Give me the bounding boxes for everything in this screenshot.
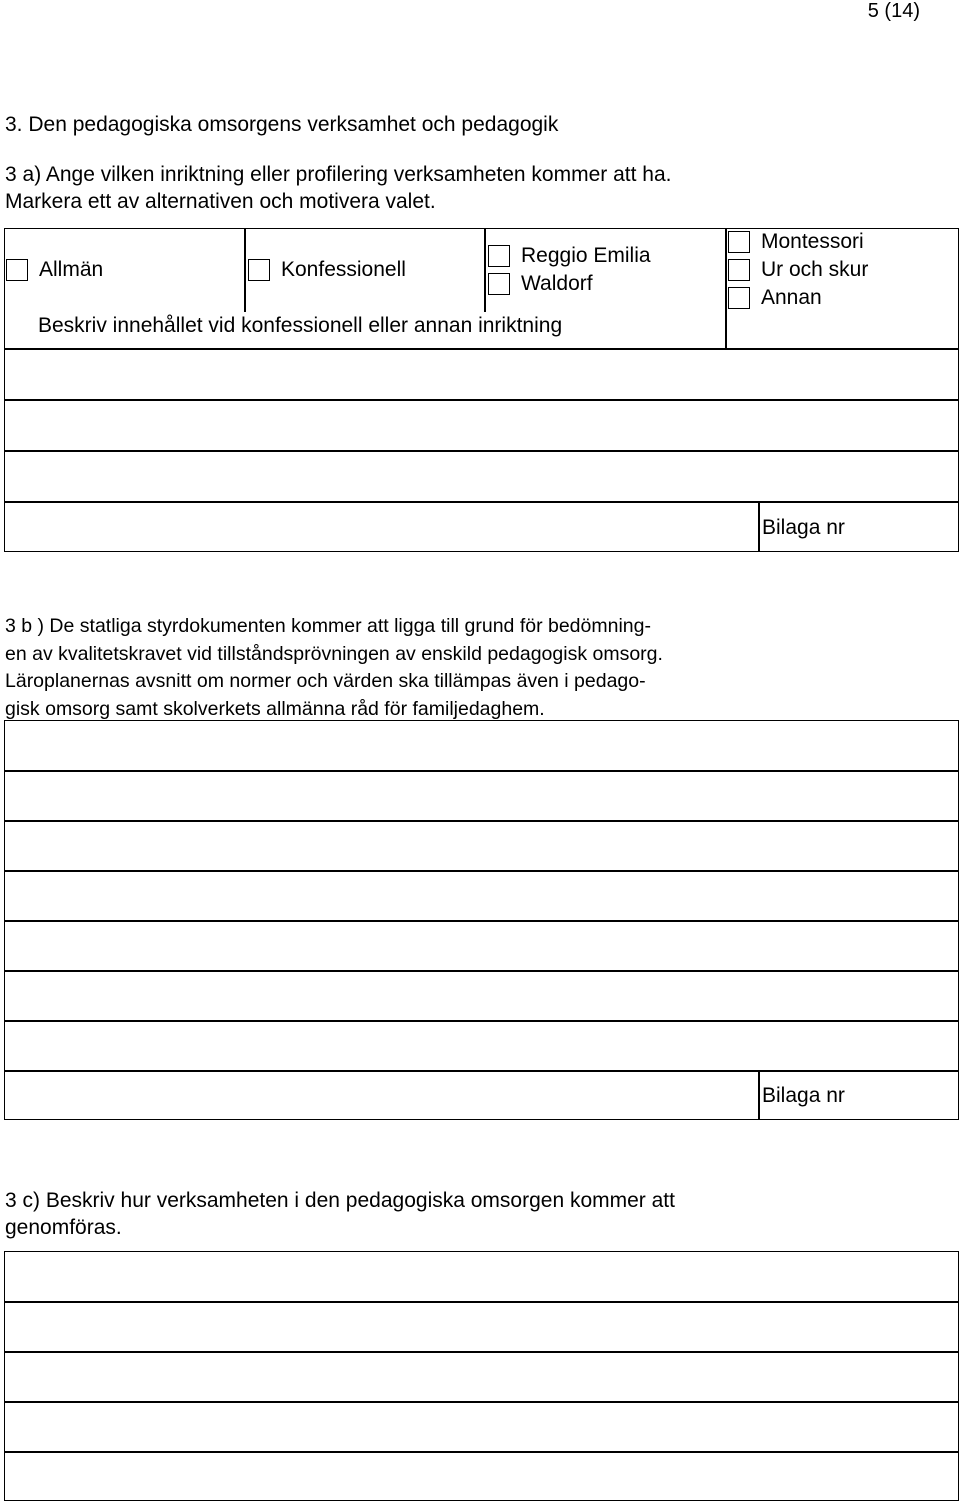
waldorf-checkbox[interactable] bbox=[488, 273, 510, 295]
answer-3c-row-3[interactable] bbox=[6, 1353, 957, 1400]
question-3c-line1: 3 c) Beskriv hur verksamheten i den pedagogiska omsorgen kommer att bbox=[5, 1189, 675, 1212]
answer-form-3b bbox=[4, 720, 959, 1120]
annan-label: Annan bbox=[761, 286, 822, 309]
answer-3b-row-7[interactable] bbox=[6, 1022, 957, 1069]
answer-3a-row-4[interactable] bbox=[6, 503, 756, 550]
answer-3c-row-1[interactable] bbox=[6, 1253, 957, 1300]
question-3b-line3: Läroplanernas avsnitt om normer och värden ska tillämpas även i pedago- bbox=[5, 670, 646, 692]
allman-label: Allmän bbox=[39, 258, 104, 281]
question-3a-line2: Markera ett av alternativen och motivera valet. bbox=[5, 190, 436, 213]
ur-och-skur-label: Ur och skur bbox=[761, 258, 869, 281]
answer-3a-row-1[interactable] bbox=[6, 350, 957, 398]
question-3b-line1: 3 b ) De statliga styrdokumenten kommer att ligga till grund för bedömning- bbox=[5, 615, 651, 637]
option-montessori[interactable] bbox=[728, 228, 864, 256]
answer-3c-row-2[interactable] bbox=[6, 1303, 957, 1350]
answer-form-3c bbox=[4, 1251, 959, 1501]
allman-checkbox[interactable] bbox=[6, 259, 28, 281]
reggio-emilia-checkbox[interactable] bbox=[488, 245, 510, 267]
option-konfessionell[interactable] bbox=[248, 256, 406, 284]
attachment-number-3a-field[interactable] bbox=[874, 503, 957, 550]
konfessionell-checkbox[interactable] bbox=[248, 259, 270, 281]
answer-3c-row-4[interactable] bbox=[6, 1403, 957, 1450]
answer-3a-row-3[interactable] bbox=[6, 452, 957, 500]
question-3a-line1: 3 a) Ange vilken inriktning eller profilering verksamheten kommer att ha. bbox=[5, 163, 672, 186]
answer-3b-row-8[interactable] bbox=[6, 1072, 756, 1118]
waldorf-label: Waldorf bbox=[521, 272, 593, 295]
option-allman[interactable] bbox=[6, 256, 103, 284]
section-heading: 3. Den pedagogiska omsorgens verksamhet och pedagogik bbox=[5, 113, 559, 136]
answer-3b-row-4[interactable] bbox=[6, 872, 957, 919]
question-3b-line2: en av kvalitetskravet vid tillståndsprövningen av enskild pedagogisk omsorg. bbox=[5, 643, 663, 665]
annan-checkbox[interactable] bbox=[728, 287, 750, 309]
option-waldorf[interactable] bbox=[488, 270, 593, 298]
page-number: 5 (14) bbox=[867, 0, 920, 22]
answer-3b-row-6[interactable] bbox=[6, 972, 957, 1019]
attachment-number-3b-field[interactable] bbox=[874, 1072, 957, 1118]
answer-3b-row-2[interactable] bbox=[6, 772, 957, 819]
attachment-label-3b: Bilaga nr bbox=[762, 1084, 845, 1107]
question-3b-line4: gisk omsorg samt skolverkets allmänna råd för familjedaghem. bbox=[5, 698, 545, 720]
montessori-checkbox[interactable] bbox=[728, 231, 750, 253]
answer-3a-row-2[interactable] bbox=[6, 401, 957, 449]
option-ur-och-skur[interactable] bbox=[728, 256, 868, 284]
option-annan[interactable] bbox=[728, 284, 822, 312]
describe-label: Beskriv innehållet vid konfessionell eller annan inriktning bbox=[38, 314, 563, 337]
answer-3c-row-5[interactable] bbox=[6, 1453, 957, 1499]
answer-3b-row-5[interactable] bbox=[6, 922, 957, 969]
konfessionell-label: Konfessionell bbox=[281, 258, 406, 281]
orientation-form-3a bbox=[4, 228, 959, 552]
reggio-emilia-label: Reggio Emilia bbox=[521, 244, 651, 267]
answer-3b-row-1[interactable] bbox=[6, 722, 957, 769]
attachment-label-3a: Bilaga nr bbox=[762, 516, 845, 539]
montessori-label: Montessori bbox=[761, 230, 864, 253]
ur-och-skur-checkbox[interactable] bbox=[728, 259, 750, 281]
question-3c-line2: genomföras. bbox=[5, 1216, 122, 1239]
answer-3b-row-3[interactable] bbox=[6, 822, 957, 869]
option-reggio-emilia[interactable] bbox=[488, 242, 651, 270]
